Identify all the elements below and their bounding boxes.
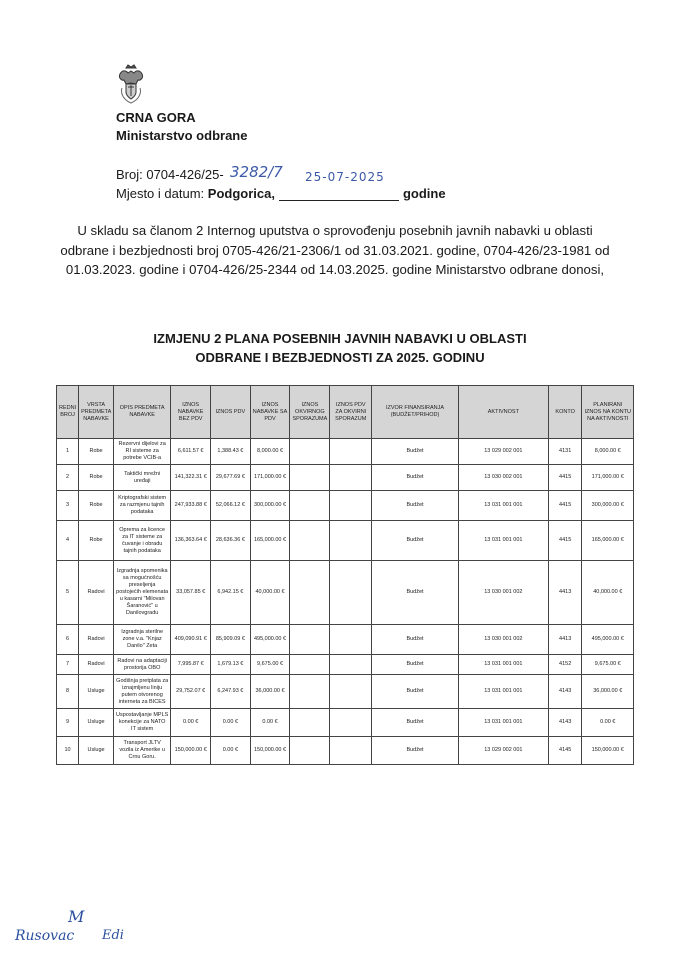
- cell-planirani: 8,000.00 €: [582, 439, 634, 465]
- cell-planirani: 36,000.00 €: [582, 675, 634, 709]
- handwritten-number: 3282/7: [230, 163, 283, 181]
- cell-konto: 4415: [548, 491, 582, 521]
- table-row: [57, 491, 634, 521]
- cell-pdv: 6,247.93 €: [211, 675, 251, 709]
- cell-konto: 4131: [548, 439, 582, 465]
- cell-sa-pdv: 9,675.00 €: [250, 655, 290, 675]
- cell-izvor: Budžet: [372, 521, 459, 561]
- cell-izvor: Budžet: [372, 465, 459, 491]
- header-aktivnost: AKTIVNOST: [458, 386, 548, 439]
- table-row: [57, 465, 634, 491]
- cell-sa-pdv: 300,000.00 €: [250, 491, 290, 521]
- handwritten-signature: Rusovac: [15, 928, 75, 944]
- cell-pdv: 0.00 €: [211, 737, 251, 765]
- cell-pdv: 85,909.09 €: [211, 625, 251, 655]
- header-konto: KONTO: [548, 386, 582, 439]
- cell-planirani: 495,000.00 €: [582, 625, 634, 655]
- cell-sa-pdv: 36,000.00 €: [250, 675, 290, 709]
- cell-bez-pdv: 141,322.31 €: [171, 465, 211, 491]
- cell-pdv: 28,636.36 €: [211, 521, 251, 561]
- godine-label: godine: [402, 186, 446, 201]
- cell-okvirni: [290, 655, 330, 675]
- cell-bez-pdv: 247,933.88 €: [171, 491, 211, 521]
- cell-planirani: 300,000.00 €: [582, 491, 634, 521]
- cell-okvirni: [290, 439, 330, 465]
- place-and-date: [116, 186, 446, 201]
- date-stamp: 25-07-2025: [305, 170, 385, 184]
- cell-vrsta: Robe: [79, 439, 114, 465]
- cell-aktivnost: 13 031 001 001: [458, 709, 548, 737]
- intro-paragraph: U skladu sa članom 2 Internog uputstva o sprovođenju posebnih javnih nabavki u oblasti odbrane i bezbjednosti broj 0705-426/21-2306/1 od 31.03.2021. godine, 0704-426/23-1981 od 01.03.2023. godine i 0704-426/25-2344 od 14.03.2025. godine Ministarstvo odbrane donosi,: [60, 223, 610, 277]
- table-row: [57, 655, 634, 675]
- table-row: [57, 675, 634, 709]
- cell-okvirni: [290, 561, 330, 625]
- cell-opis: Uspostavljanje MPLS konekcije za NATO IT sistem: [113, 709, 170, 737]
- cell-okvirni: [290, 521, 330, 561]
- cell-planirani: 0.00 €: [582, 709, 634, 737]
- cell-no: 4: [57, 521, 79, 561]
- cell-bez-pdv: 7,995.87 €: [171, 655, 211, 675]
- cell-no: 3: [57, 491, 79, 521]
- table-row: [57, 709, 634, 737]
- cell-vrsta: Robe: [79, 465, 114, 491]
- table-row: [57, 521, 634, 561]
- cell-vrsta: Radovi: [79, 561, 114, 625]
- header-bez-pdv: IZNOS NABAVKE BEZ PDV: [171, 386, 211, 439]
- coat-of-arms-icon: [114, 64, 148, 104]
- document-number: [116, 167, 224, 182]
- cell-sa-pdv: 495,000.00 €: [250, 625, 290, 655]
- cell-pdv: 6,942.15 €: [211, 561, 251, 625]
- cell-bez-pdv: 0.00 €: [171, 709, 211, 737]
- cell-opis: Izgradnja sterilne zone v.a. "Knjaz Danilo" Zeta: [113, 625, 170, 655]
- cell-konto: 4143: [548, 709, 582, 737]
- handwritten-signature-2: Edi: [102, 928, 124, 943]
- cell-pdv-okvirni: [330, 737, 372, 765]
- header-vrsta: VRSTA PREDMETA NABAVKE: [79, 386, 114, 439]
- cell-okvirni: [290, 709, 330, 737]
- header-planirani: PLANIRANI IZNOS NA KONTU NA AKTIVNOSTI: [582, 386, 634, 439]
- cell-konto: 4415: [548, 521, 582, 561]
- cell-izvor: Budžet: [372, 439, 459, 465]
- cell-planirani: 40,000.00 €: [582, 561, 634, 625]
- cell-no: 2: [57, 465, 79, 491]
- cell-sa-pdv: 40,000.00 €: [250, 561, 290, 625]
- cell-bez-pdv: 150,000.00 €: [171, 737, 211, 765]
- cell-planirani: 150,000.00 €: [582, 737, 634, 765]
- cell-sa-pdv: 8,000.00 €: [250, 439, 290, 465]
- cell-opis: Oprema za licence za IT sisteme za čuvanje i obradu tajnih podataka: [113, 521, 170, 561]
- cell-planirani: 9,675.00 €: [582, 655, 634, 675]
- cell-pdv-okvirni: [330, 561, 372, 625]
- cell-izvor: Budžet: [372, 491, 459, 521]
- cell-vrsta: Usluge: [79, 709, 114, 737]
- cell-aktivnost: 13 031 001 001: [458, 491, 548, 521]
- cell-pdv-okvirni: [330, 521, 372, 561]
- cell-pdv: 1,388.43 €: [211, 439, 251, 465]
- cell-okvirni: [290, 491, 330, 521]
- cell-vrsta: Radovi: [79, 625, 114, 655]
- header-opis: OPIS PREDMETA NABAVKE: [113, 386, 170, 439]
- ministry-name: Ministarstvo odbrane: [116, 128, 248, 143]
- cell-vrsta: Robe: [79, 521, 114, 561]
- cell-no: 6: [57, 625, 79, 655]
- cell-planirani: 171,000.00 €: [582, 465, 634, 491]
- header-sa-pdv: IZNOS NABAVKE SA PDV: [250, 386, 290, 439]
- title-line-2: ODBRANE I BEZBJEDNOSTI ZA 2025. GODINU: [195, 350, 485, 365]
- handwritten-initial: M: [68, 907, 85, 926]
- cell-opis: Radovi na adaptaciji prostorija OBO: [113, 655, 170, 675]
- cell-vrsta: Robe: [79, 491, 114, 521]
- place-value: Podgorica,: [207, 186, 275, 201]
- cell-no: 8: [57, 675, 79, 709]
- cell-konto: 4415: [548, 465, 582, 491]
- cell-konto: 4145: [548, 737, 582, 765]
- table-row: [57, 625, 634, 655]
- cell-pdv-okvirni: [330, 491, 372, 521]
- date-blank-line: [279, 188, 399, 201]
- document-title: [100, 329, 580, 367]
- cell-okvirni: [290, 675, 330, 709]
- cell-izvor: Budžet: [372, 675, 459, 709]
- header-pdv: IZNOS PDV: [211, 386, 251, 439]
- table-body: [57, 439, 634, 765]
- cell-konto: 4143: [548, 675, 582, 709]
- cell-aktivnost: 13 031 001 001: [458, 675, 548, 709]
- cell-planirani: 165,000.00 €: [582, 521, 634, 561]
- cell-aktivnost: 13 030 001 002: [458, 561, 548, 625]
- cell-izvor: Budžet: [372, 561, 459, 625]
- table-row: [57, 439, 634, 465]
- cell-opis: Izgradnja spomenika sa mogućnošću preseljenja postojećih elemenata u kasarni "Milovan Šaranović" u Danilovgradu: [113, 561, 170, 625]
- cell-opis: Kriptografski sistem za razmjenu tajnih podataka: [113, 491, 170, 521]
- cell-pdv-okvirni: [330, 655, 372, 675]
- cell-bez-pdv: 33,057.85 €: [171, 561, 211, 625]
- header-pdv-okvirni: IZNOS PDV ZA OKVIRNI SPORAZUM: [330, 386, 372, 439]
- cell-pdv-okvirni: [330, 675, 372, 709]
- cell-okvirni: [290, 625, 330, 655]
- cell-vrsta: Usluge: [79, 675, 114, 709]
- cell-aktivnost: 13 029 002 001: [458, 439, 548, 465]
- cell-aktivnost: 13 029 002 001: [458, 737, 548, 765]
- cell-izvor: Budžet: [372, 655, 459, 675]
- document-number-label: Broj: 0704-426/25-: [116, 167, 224, 182]
- cell-konto: 4152: [548, 655, 582, 675]
- cell-no: 9: [57, 709, 79, 737]
- cell-sa-pdv: 165,000.00 €: [250, 521, 290, 561]
- cell-okvirni: [290, 737, 330, 765]
- cell-sa-pdv: 150,000.00 €: [250, 737, 290, 765]
- cell-izvor: Budžet: [372, 737, 459, 765]
- cell-no: 5: [57, 561, 79, 625]
- country-name: CRNA GORA: [116, 110, 196, 125]
- cell-konto: 4413: [548, 625, 582, 655]
- cell-bez-pdv: 409,090.91 €: [171, 625, 211, 655]
- cell-vrsta: Radovi: [79, 655, 114, 675]
- cell-konto: 4413: [548, 561, 582, 625]
- cell-no: 1: [57, 439, 79, 465]
- cell-pdv-okvirni: [330, 709, 372, 737]
- cell-aktivnost: 13 031 001 001: [458, 521, 548, 561]
- table-header-row: [57, 386, 634, 439]
- cell-pdv: 52,066.12 €: [211, 491, 251, 521]
- place-label: Mjesto i datum:: [116, 186, 205, 201]
- cell-no: 10: [57, 737, 79, 765]
- table-row: [57, 737, 634, 765]
- header-redni-broj: REDNI BROJ: [57, 386, 79, 439]
- cell-sa-pdv: 171,000.00 €: [250, 465, 290, 491]
- cell-pdv-okvirni: [330, 625, 372, 655]
- cell-aktivnost: 13 030 002 001: [458, 465, 548, 491]
- title-line-1: IZMJENU 2 PLANA POSEBNIH JAVNIH NABAVKI U OBLASTI: [153, 331, 527, 346]
- cell-opis: Rezervni dijelovi za RI sisteme za potrebe VCIB-a: [113, 439, 170, 465]
- cell-pdv-okvirni: [330, 465, 372, 491]
- procurement-plan-table: [56, 385, 634, 765]
- cell-izvor: Budžet: [372, 625, 459, 655]
- cell-bez-pdv: 136,363.64 €: [171, 521, 211, 561]
- cell-bez-pdv: 29,752.07 €: [171, 675, 211, 709]
- cell-sa-pdv: 0.00 €: [250, 709, 290, 737]
- header-izvor: IZVOR FINANSIRANJA (BUDŽET/PRIHOD): [372, 386, 459, 439]
- cell-pdv: 1,679.13 €: [211, 655, 251, 675]
- cell-no: 7: [57, 655, 79, 675]
- cell-opis: Godišnja pretplata za iznajmljenu liniju putem otvorenog interneta za BICES: [113, 675, 170, 709]
- cell-opis: Transport JLTV vozila iz Amerike u Crnu Goru.: [113, 737, 170, 765]
- cell-pdv: 0.00 €: [211, 709, 251, 737]
- cell-pdv: 29,677.69 €: [211, 465, 251, 491]
- cell-izvor: Budžet: [372, 709, 459, 737]
- table-row: [57, 561, 634, 625]
- cell-okvirni: [290, 465, 330, 491]
- cell-pdv-okvirni: [330, 439, 372, 465]
- cell-opis: Taktički mrežni uređaji: [113, 465, 170, 491]
- cell-aktivnost: 13 031 001 001: [458, 655, 548, 675]
- cell-aktivnost: 13 030 001 002: [458, 625, 548, 655]
- cell-vrsta: Usluge: [79, 737, 114, 765]
- header-okvirni: IZNOS OKVIRNOG SPORAZUMA: [290, 386, 330, 439]
- cell-bez-pdv: 6,611.57 €: [171, 439, 211, 465]
